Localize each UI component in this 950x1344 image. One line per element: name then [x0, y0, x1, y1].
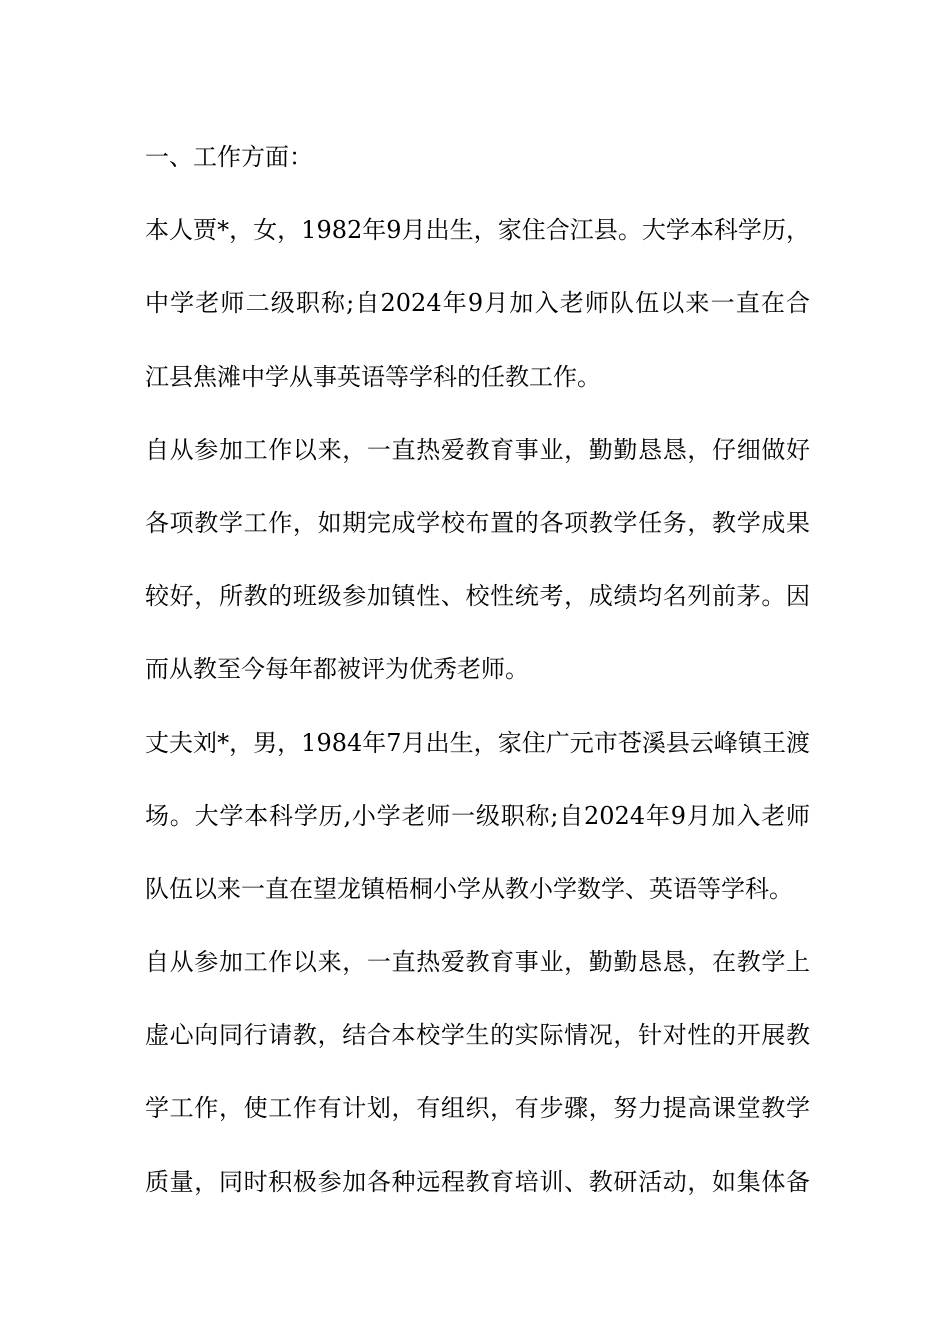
paragraph-line: 丈夫刘*，男，1984年7月出生，家住广元市苍溪县云峰镇王渡 [145, 728, 810, 757]
paragraph-line: 学工作，使工作有计划，有组织，有步骤，努力提高课堂教学 [145, 1094, 810, 1123]
paragraph-line: 而从教至今每年都被评为优秀老师。 [145, 655, 529, 684]
section-heading: 一、工作方面： [145, 143, 313, 171]
paragraph-line: 自从参加工作以来，一直热爱教育事业，勤勤恳恳，在教学上 [145, 948, 810, 977]
paragraph-line: 虚心向同行请教，结合本校学生的实际情况，针对性的开展教 [145, 1021, 810, 1050]
paragraph-line: 队伍以来一直在望龙镇梧桐小学从教小学数学、英语等学科。 [145, 874, 793, 903]
paragraph-line: 较好，所教的班级参加镇性、校性统考，成绩均名列前茅。因 [145, 582, 810, 611]
paragraph-line: 各项教学工作，如期完成学校布置的各项教学任务，教学成果 [145, 508, 810, 537]
paragraph-line: 江县焦滩中学从事英语等学科的任教工作。 [145, 362, 601, 391]
paragraph-line: 中学老师二级职称;自2024年9月加入老师队伍以来一直在合 [145, 289, 810, 318]
paragraph-line: 自从参加工作以来，一直热爱教育事业，勤勤恳恳，仔细做好 [145, 435, 810, 464]
document-body [145, 137, 810, 1235]
paragraph-line: 质量，同时积极参加各种远程教育培训、教研活动，如集体备 [145, 1167, 810, 1196]
paragraph-line: 本人贾*，女，1982年9月出生，家住合江县。大学本科学历， [145, 216, 810, 245]
paragraph-line: 场。大学本科学历,小学老师一级职称;自2024年9月加入老师 [145, 801, 810, 830]
